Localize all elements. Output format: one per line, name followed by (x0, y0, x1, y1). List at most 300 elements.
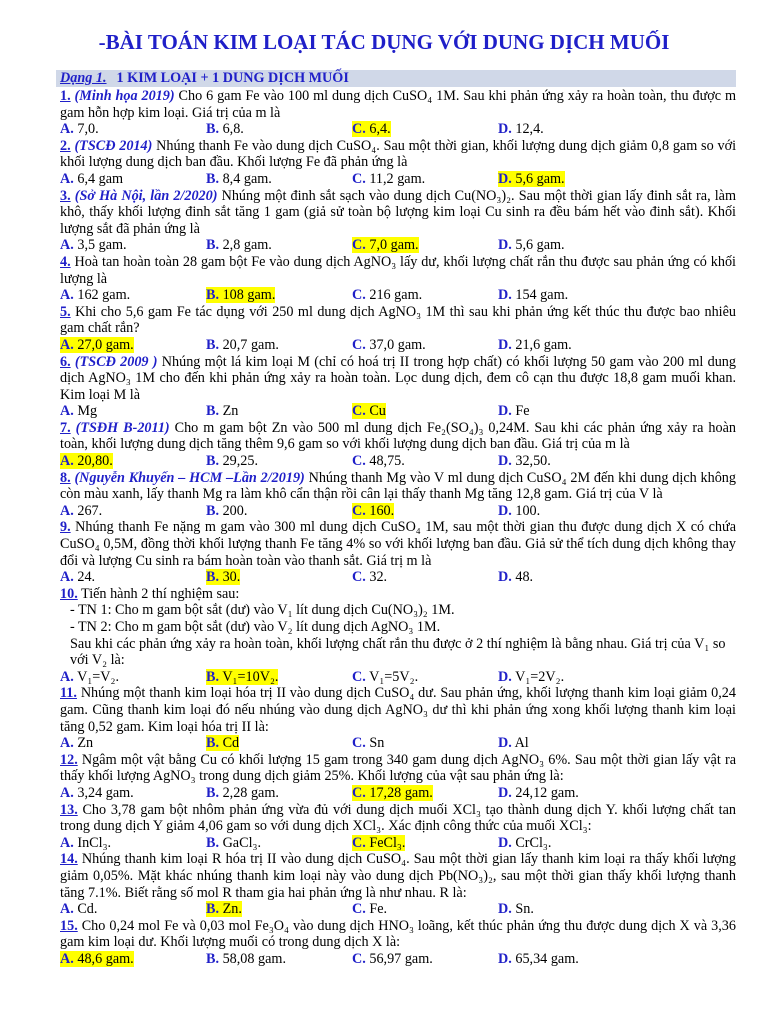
answer-options (60, 503, 736, 520)
question-4 (60, 254, 736, 304)
option-highlight (206, 569, 240, 585)
answer-option-correct (206, 569, 352, 586)
option-letter: C. (352, 453, 366, 470)
option-letter: C. (352, 502, 366, 519)
option-highlight (352, 171, 425, 187)
question-text: Cho m gam bột Zn vào 500 ml dung dịch Fe₂(SO₄)₃ 0,24M. Sau khi các phản ứng xảy ra hoàn toàn, khối lượng dung dịch tăng thêm 9,6 gam so với khối lượng dung dịch ban đầu. Giá trị của m là (60, 419, 736, 453)
answer-option (352, 735, 498, 752)
answer-option (498, 835, 644, 852)
option-letter: B. (206, 403, 220, 420)
option-highlight (60, 901, 97, 917)
question-text: Nhúng một đinh sắt sạch vào dung dịch Cu(NO₃)₂. Sau một thời gian lấy đinh sắt ra, làm khô, thấy khối lượng đinh sắt tăng 1 gam (giả sử toàn bộ lượng kim loại Cu sinh ra đều bám hết vào đinh sắt). Khối lượng sắt đã phản ứng là (60, 187, 737, 237)
answer-option-correct (60, 453, 206, 470)
answer-options (60, 453, 736, 470)
option-text: 6,8. (222, 121, 244, 138)
answer-option (206, 171, 352, 188)
option-letter: D. (498, 502, 512, 519)
option-letter: D. (498, 336, 512, 353)
option-highlight (60, 951, 134, 967)
option-letter: C. (352, 121, 366, 138)
option-highlight (352, 403, 386, 419)
option-letter: C. (352, 784, 366, 801)
question-number: 8. (60, 469, 71, 486)
option-highlight (60, 237, 127, 253)
option-text: 216 gam. (369, 287, 423, 304)
answer-option (498, 237, 644, 254)
answer-option (498, 403, 644, 420)
option-letter: B. (206, 901, 220, 918)
option-letter: C. (352, 237, 366, 254)
option-letter: D. (498, 901, 512, 918)
option-highlight (60, 835, 111, 851)
question-sub-line: - TN 1: Cho m gam bột sắt (dư) vào V₁ lít dung dịch Cu(NO₃)₂ 1M. (70, 602, 455, 619)
option-letter: B. (206, 668, 220, 685)
question-text: Cho 0,24 mol Fe và 0,03 mol Fe₃O₄ vào dung dịch HNO₃ loãng, kết thúc phản ứng thu được dung dịch X và 3,36 gam kim loại dư. Khối lượng muối có trong dung dịch X là: (60, 917, 736, 951)
option-text: 3,24 gam. (77, 784, 134, 801)
question-text-block (60, 88, 736, 121)
question-number: 6. (60, 353, 71, 370)
question-number: 7. (60, 419, 71, 436)
option-letter: A. (60, 668, 74, 685)
option-highlight (60, 121, 99, 137)
question-number: 9. (60, 519, 71, 536)
option-letter: B. (206, 121, 220, 138)
question-text: Nhúng thanh Fe nặng m gam vào 300 ml dung dịch CuSO₄ 1M, sau một thời gian thu được dung dịch X có chứa CuSO₄ 0,5M, đồng thời khối lượng thanh Fe tăng 4% so với khối lượng ban đầu. Giả sử thể tích dung dịch không thay đổi và lượng Cu sinh ra bám hoàn toàn vào thanh sắt. Giá trị m là (60, 519, 736, 569)
question-2 (60, 138, 736, 188)
answer-options (60, 237, 736, 254)
answer-option (498, 951, 644, 968)
option-text: 162 gam. (77, 287, 131, 304)
question-number: 11. (60, 685, 77, 702)
question-text: Nhúng thanh kim loại R hóa trị II vào dung dịch CuSO₄. Sau một thời gian lấy thanh kim loại ra thấy khối lượng giảm 0,05%. Mặt khác nhúng thanh kim loại này vào dung dịch Pb(NO₃)₂, sau một thời gian thấy khối lượng thanh tăng 7.1%. Biết rằng số mol R tham gia hai phản ứng là như nhau. R là: (60, 851, 736, 901)
question-text-block (60, 254, 736, 287)
option-highlight (60, 337, 134, 353)
answer-option (352, 901, 498, 918)
answer-option (60, 121, 206, 138)
answer-option (206, 237, 352, 254)
question-text-block (60, 851, 736, 901)
question-text-block (60, 752, 736, 785)
option-text: Fe. (369, 901, 388, 918)
option-letter: A. (60, 950, 74, 967)
question-text: Cho 6 gam Fe vào 100 ml dung dịch CuSO₄ 1M. Sau khi phản ứng xảy ra hoàn toàn, thu được m gam hỗn hợp kim loại. Giá trị của m là (60, 88, 737, 121)
answer-options (60, 951, 736, 968)
option-highlight (352, 121, 391, 137)
option-text: 24,12 gam. (515, 784, 579, 801)
option-highlight (498, 337, 572, 353)
option-letter: D. (498, 403, 512, 420)
option-highlight (60, 735, 93, 751)
option-highlight (206, 121, 244, 137)
question-source: (TSCĐ 2009 ) (74, 353, 158, 370)
answer-option (498, 669, 644, 686)
option-letter: C. (352, 569, 366, 586)
option-text: 56,97 gam. (369, 950, 433, 967)
section-heading: 1 KIM LOẠI + 1 DUNG DỊCH MUỐI (116, 70, 349, 86)
answer-option (206, 835, 352, 852)
option-highlight (206, 669, 278, 685)
option-highlight (498, 569, 533, 585)
question-source: (Minh họa 2019) (74, 88, 175, 104)
answer-option (352, 171, 498, 188)
answer-option (352, 337, 498, 354)
option-letter: A. (60, 735, 74, 752)
option-text: V₁=2V₂. (515, 668, 565, 685)
option-letter: D. (498, 287, 512, 304)
option-letter: A. (60, 453, 74, 470)
question-12 (60, 752, 736, 802)
answer-options (60, 403, 736, 420)
option-highlight (206, 735, 239, 751)
option-text: 5,6 gam. (515, 237, 565, 254)
answer-option (498, 503, 644, 520)
answer-option-correct (206, 901, 352, 918)
option-text: 48. (515, 569, 534, 586)
option-highlight (352, 901, 387, 917)
option-letter: A. (60, 170, 74, 187)
answer-options (60, 121, 736, 138)
option-letter: B. (206, 569, 220, 586)
option-text: 200. (222, 502, 248, 519)
option-highlight (206, 337, 279, 353)
option-highlight (498, 951, 579, 967)
answer-option-correct (352, 785, 498, 802)
option-text: 20,80. (77, 453, 113, 470)
answer-option (60, 237, 206, 254)
question-10 (60, 586, 736, 686)
answer-options (60, 785, 736, 802)
option-highlight (498, 669, 564, 685)
option-text: Mg (77, 403, 98, 420)
question-source: (TSĐH B-2011) (75, 419, 170, 436)
option-letter: D. (498, 121, 512, 138)
answer-options (60, 901, 736, 918)
option-highlight (60, 503, 102, 519)
option-highlight (352, 669, 418, 685)
answer-option (352, 951, 498, 968)
question-text: Nhúng một thanh kim loại hóa trị II vào dung dịch CuSO₄ dư. Sau phản ứng, khối lượng thanh kim loại giảm 0,24 gam. Cũng thanh kim loại đó nếu nhúng vào dung dịch AgNO₃ dư thì khi phản ứng xong khối lượng thanh kim loại tăng 0,52 gam. Kim loại hóa trị II là: (60, 685, 736, 735)
option-highlight (352, 785, 433, 801)
option-highlight (206, 785, 279, 801)
question-text: Ngâm một vật bằng Cu có khối lượng 15 gam trong 340 gam dung dịch AgNO₃ 6%. Sau một thời gian lấy vật ra thấy khối lượng AgNO₃ trong dung dịch giảm 25%. Khối lượng của vật sau phản ứng là: (60, 751, 736, 785)
option-text: Zn (77, 735, 94, 752)
option-highlight (206, 503, 247, 519)
option-highlight (60, 669, 119, 685)
option-text: 8,4 gam. (222, 170, 272, 187)
option-text: Zn. (222, 901, 242, 918)
option-letter: C. (352, 950, 366, 967)
answer-option (206, 785, 352, 802)
option-text: 5,6 gam. (515, 170, 565, 187)
answer-option (60, 785, 206, 802)
answer-option-correct (352, 403, 498, 420)
answer-option (498, 735, 644, 752)
question-text-block (60, 519, 736, 569)
answer-option-correct (60, 337, 206, 354)
answer-option (352, 453, 498, 470)
question-text: Tiến hành 2 thí nghiệm sau: (77, 585, 240, 602)
option-text: 20,7 gam. (222, 336, 279, 353)
option-letter: D. (498, 735, 512, 752)
answer-options (60, 171, 736, 188)
option-letter: C. (352, 287, 366, 304)
option-letter: B. (206, 784, 220, 801)
answer-option (206, 121, 352, 138)
answer-option (60, 569, 206, 586)
option-text: GaCl₃. (222, 834, 262, 851)
option-highlight (352, 287, 422, 303)
question-text-block (60, 188, 736, 238)
question-number: 12. (60, 751, 78, 768)
option-text: Cd. (77, 901, 98, 918)
answer-option (498, 453, 644, 470)
answer-option-correct (206, 735, 352, 752)
question-text: Cho 3,78 gam bột nhôm phản ứng vừa đủ với dung dịch muối XCl₃ tạo thành dung dịch Y. khối lượng chất tan trong dung dịch Y giảm 4,06 gam so với dung dịch XCl₃. Xác định công thức của muối XCl₃: (60, 801, 736, 835)
option-highlight (206, 901, 242, 917)
option-letter: D. (498, 834, 512, 851)
option-highlight (60, 785, 134, 801)
question-text-block (60, 586, 736, 603)
option-letter: A. (60, 569, 74, 586)
option-text: 32. (369, 569, 388, 586)
option-letter: C. (352, 735, 366, 752)
question-list (60, 88, 736, 967)
option-letter: B. (206, 453, 220, 470)
option-letter: B. (206, 170, 220, 187)
option-text: 29,25. (222, 453, 259, 470)
option-text: Al (514, 735, 529, 752)
option-text: 30. (222, 569, 241, 586)
option-highlight (498, 835, 551, 851)
question-14 (60, 851, 736, 917)
option-text: 27,0 gam. (77, 336, 134, 353)
option-highlight (352, 569, 387, 585)
option-highlight (498, 453, 551, 469)
answer-option (60, 287, 206, 304)
option-highlight (498, 503, 540, 519)
question-source: (Nguyễn Khuyến – HCM –Lần 2/2019) (74, 469, 305, 486)
option-letter: A. (60, 403, 74, 420)
question-text: Hoà tan hoàn toàn 28 gam bột Fe vào dung dịch AgNO₃ lấy dư, khối lượng chất rắn thu được sau phản ứng có khối lượng là (60, 253, 736, 287)
answer-option (60, 403, 206, 420)
option-highlight (498, 901, 534, 917)
question-text-block (60, 470, 736, 503)
question-source: (TSCĐ 2014) (74, 137, 153, 154)
answer-option (206, 337, 352, 354)
answer-option (206, 503, 352, 520)
option-highlight (352, 337, 426, 353)
answer-option (206, 403, 352, 420)
option-text: Sn (369, 735, 385, 752)
option-highlight (206, 835, 261, 851)
question-text: Nhúng thanh Mg vào V ml dung dịch CuSO₄ 2M đến khi dung dịch không còn màu xanh, lấy thanh Mg ra làm khô cẩn thận rồi cân lại thấy thanh Mg tăng 12,8 gam. Giá trị của V là (60, 469, 736, 503)
answer-option (60, 735, 206, 752)
option-highlight (498, 121, 544, 137)
question-text-block (60, 354, 736, 404)
section-header (56, 70, 736, 87)
option-letter: D. (498, 950, 512, 967)
question-text: Nhúng một lá kim loại M (chỉ có hoá trị II trong hợp chất) có khối lượng 50 gam vào 200 ml dung dịch AgNO₃ 1M cho đến khi phản ứng xảy ra hoàn toàn. Lọc dung dịch, đem cô cạn thu được 18,8 gam muối khan. Kim loại M là (60, 353, 736, 403)
question-8 (60, 470, 736, 520)
answer-option-correct (352, 503, 498, 520)
option-text: 100. (515, 502, 541, 519)
page-title: -BÀI TOÁN KIM LOẠI TÁC DỤNG VỚI DUNG DỊCH MUỐI (98, 30, 670, 54)
option-highlight (352, 951, 433, 967)
question-sub-line: Sau khi các phản ứng xảy ra hoàn toàn, khối lượng chất rắn thu được ở 2 thí nghiệm là bằng nhau. Giá trị của V₁ so với V₂ là: (70, 635, 726, 669)
option-letter: D. (498, 170, 512, 187)
option-highlight (352, 735, 384, 751)
answer-options (60, 835, 736, 852)
answer-option (352, 669, 498, 686)
option-text: 17,28 gam. (369, 784, 433, 801)
question-number: 15. (60, 917, 78, 934)
option-highlight (206, 237, 272, 253)
option-text: 12,4. (515, 121, 544, 138)
option-text: 160. (369, 502, 395, 519)
question-3 (60, 188, 736, 254)
option-letter: A. (60, 784, 74, 801)
option-text: 2,8 gam. (222, 237, 272, 254)
answer-option (498, 569, 644, 586)
option-letter: A. (60, 502, 74, 519)
option-letter: C. (352, 668, 366, 685)
option-highlight (60, 453, 113, 469)
question-number: 5. (60, 303, 71, 320)
question-number: 2. (60, 137, 71, 154)
answer-option (498, 785, 644, 802)
option-letter: A. (60, 237, 74, 254)
question-sub-line: - TN 2: Cho m gam bột sắt (dư) vào V₂ lít dung dịch AgNO₃ 1M. (70, 619, 441, 635)
option-highlight (498, 785, 579, 801)
option-letter: A. (60, 901, 74, 918)
question-1 (60, 88, 736, 138)
option-text: Cd (222, 735, 240, 752)
option-text: 37,0 gam. (369, 336, 426, 353)
option-letter: B. (206, 834, 220, 851)
answer-option (498, 287, 644, 304)
answer-option (60, 901, 206, 918)
option-text: CrCl₃. (515, 834, 552, 851)
option-text: 11,2 gam. (369, 170, 426, 187)
answer-options (60, 569, 736, 586)
option-highlight (60, 403, 97, 419)
option-letter: A. (60, 287, 74, 304)
answer-option (498, 337, 644, 354)
option-text: 108 gam. (222, 287, 276, 304)
question-text: Nhúng thanh Fe vào dung dịch CuSO₄. Sau một thời gian, khối lượng dung dịch giảm 0,8 gam so với khối lượng dung dịch ban đầu. Khối lượng Fe đã phản ứng là (60, 137, 737, 171)
option-highlight (206, 403, 238, 419)
option-text: V₁=V₂. (77, 668, 120, 685)
option-letter: B. (206, 287, 220, 304)
option-text: InCl₃. (77, 834, 112, 851)
option-highlight (206, 453, 258, 469)
option-letter: C. (352, 170, 366, 187)
section-label: Dạng 1. (60, 70, 107, 86)
option-text: 24. (77, 569, 96, 586)
option-text: 154 gam. (515, 287, 569, 304)
option-text: 3,5 gam. (77, 237, 127, 254)
answer-option (60, 503, 206, 520)
answer-option (60, 669, 206, 686)
option-letter: B. (206, 502, 220, 519)
question-11 (60, 685, 736, 751)
option-highlight (498, 171, 565, 187)
answer-option-correct (206, 669, 352, 686)
option-letter: D. (498, 784, 512, 801)
option-letter: A. (60, 336, 74, 353)
option-text: Sn. (515, 901, 534, 918)
option-highlight (60, 287, 130, 303)
answer-option (352, 287, 498, 304)
option-letter: B. (206, 237, 220, 254)
option-letter: D. (498, 237, 512, 254)
answer-option-correct (498, 171, 644, 188)
option-highlight (352, 835, 405, 851)
question-5 (60, 304, 736, 354)
option-letter: C. (352, 834, 366, 851)
question-number: 10. (60, 585, 78, 602)
option-letter: B. (206, 735, 220, 752)
question-number: 14. (60, 851, 78, 868)
answer-option (352, 569, 498, 586)
question-number: 4. (60, 253, 71, 270)
answer-option-correct (352, 835, 498, 852)
answer-options (60, 669, 736, 686)
answer-option (206, 951, 352, 968)
question-15 (60, 918, 736, 968)
option-text: Zn (222, 403, 239, 420)
answer-option (498, 121, 644, 138)
option-highlight (352, 503, 394, 519)
answer-option (206, 453, 352, 470)
option-highlight (352, 453, 405, 469)
option-text: 48,6 gam. (77, 950, 134, 967)
question-source: (Sở Hà Nội, lần 2/2020) (74, 187, 218, 204)
answer-options (60, 287, 736, 304)
option-text: V₁=5V₂. (369, 668, 419, 685)
option-highlight (498, 237, 565, 253)
answer-option (60, 171, 206, 188)
answer-option-correct (352, 121, 498, 138)
question-text-block (60, 802, 736, 835)
question-text: Khi cho 5,6 gam Fe tác dụng với 250 ml dung dịch AgNO₃ 1M thì sau khi phản ứng kết thúc thu được bao nhiêu gam chất rắn? (60, 303, 736, 337)
answer-option (60, 835, 206, 852)
answer-option-correct (60, 951, 206, 968)
answer-option-correct (206, 287, 352, 304)
option-text: 6,4. (369, 121, 391, 138)
option-text: 2,28 gam. (222, 784, 279, 801)
option-text: 6,4 gam (77, 170, 124, 187)
option-highlight (206, 951, 286, 967)
question-text-block (60, 138, 736, 171)
option-text: 48,75. (369, 453, 405, 470)
option-text: Fe (515, 403, 530, 420)
question-text-block (60, 420, 736, 453)
question-9 (60, 519, 736, 585)
answer-options (60, 735, 736, 752)
option-letter: C. (352, 901, 366, 918)
option-highlight (206, 287, 275, 303)
option-highlight (60, 569, 95, 585)
answer-option (498, 901, 644, 918)
option-text: FeCl₃. (369, 834, 406, 851)
question-13 (60, 802, 736, 852)
option-text: 7,0. (77, 121, 99, 138)
question-text-block (60, 685, 736, 735)
answer-option-correct (352, 237, 498, 254)
option-text: V₁=10V₂. (222, 668, 279, 685)
option-letter: C. (352, 336, 366, 353)
